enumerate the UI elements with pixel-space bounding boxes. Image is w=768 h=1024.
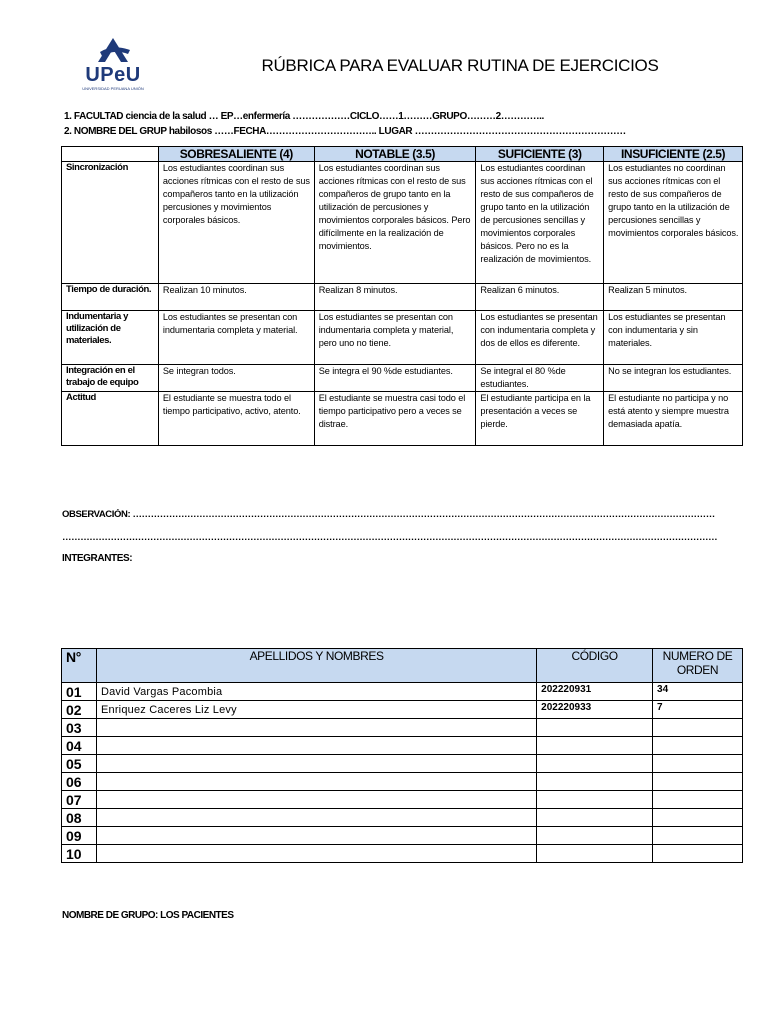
rubric-table [61,146,743,446]
member-name [96,755,536,773]
member-name [96,737,536,755]
observacion-dots: ……………………………………………………………………………………………………………………………………………………………………………………………… [62,532,718,543]
members-row [62,791,743,809]
member-order [653,755,743,773]
rubric-row-integracion [62,365,743,392]
member-number: 09 [62,827,97,845]
criterion-label: Indumentaria y utilización de materiales. [62,311,159,365]
rubric-cell: Se integra el 90 %de estudiantes. [314,365,476,392]
member-order [653,827,743,845]
member-code [537,737,653,755]
rubric-cell: Se integran todos. [158,365,314,392]
group-name-footer: NOMBRE DE GRUPO: LOS PACIENTES [62,910,234,921]
member-number: 06 [62,773,97,791]
rubric-header-suficiente: SUFICIENTE (3) [476,147,604,162]
rubric-row-indumentaria [62,311,743,365]
logo-name: UPeU [85,64,141,86]
rubric-header-sobresaliente: SOBRESALIENTE (4) [158,147,314,162]
rubric-cell: Realizan 8 minutos. [314,284,476,311]
member-code [537,827,653,845]
member-code: 202220931 [537,683,653,701]
page-title: RÚBRICA PARA EVALUAR RUTINA DE EJERCICIOS [261,56,659,75]
member-name [96,791,536,809]
member-number: 07 [62,791,97,809]
rubric-cell: Realizan 5 minutos. [604,284,743,311]
members-header-name: APELLIDOS Y NOMBRES [96,649,536,683]
rubric-cell: Los estudiantes coordinan sus acciones rítmicas con el resto de sus compañeros de grupo tanto en la utilización de percusiones y movimientos corporales básicos. Pero difícilmente en la realización de movimientos. [314,162,476,284]
member-code [537,845,653,863]
rubric-cell: Realizan 6 minutos. [476,284,604,311]
member-name [96,719,536,737]
members-header-row [62,649,743,683]
member-code [537,809,653,827]
member-code [537,755,653,773]
rubric-cell: El estudiante participa en la presentación a veces se pierde. [476,392,604,446]
rubric-row-sincronizacion [62,162,743,284]
members-header-n: N° [62,649,97,683]
member-order [653,737,743,755]
rubric-header-notable: NOTABLE (3.5) [314,147,476,162]
members-row [62,701,743,719]
member-number: 10 [62,845,97,863]
rubric-header-row [62,147,743,162]
members-row [62,809,743,827]
rubric-cell: Los estudiantes se presentan con indumentaria completa y material. [158,311,314,365]
members-row [62,827,743,845]
member-name: Enriquez Caceres Liz Levy [96,701,536,719]
criterion-label: Integración en el trabajo de equipo [62,365,159,392]
rubric-cell: Se integral el 80 %de estudiantes. [476,365,604,392]
member-code [537,719,653,737]
rubric-cell: El estudiante se muestra todo el tiempo participativo, activo, atento. [158,392,314,446]
integrantes-label: INTEGRANTES: [62,553,133,564]
rubric-row-tiempo [62,284,743,311]
rubric-cell: El estudiante se muestra casi todo el tiempo participativo pero a veces se distrae. [314,392,476,446]
member-code: 202220933 [537,701,653,719]
member-name: David Vargas Pacombia [96,683,536,701]
group-name-line: 2. NOMBRE DEL GRUP habilosos ……FECHA…………………………….. LUGAR ………………………………………………………… [64,126,626,137]
member-order: 7 [653,701,743,719]
rubric-cell: Realizan 10 minutos. [158,284,314,311]
member-number: 03 [62,719,97,737]
faculty-line: 1. FACULTAD ciencia de la salud … EP…enfermería ………………CICLO……1………GRUPO………2………….. [64,111,544,122]
rubric-cell: Los estudiantes se presentan con indumentaria completa y dos de ellos es diferente. [476,311,604,365]
logo-subtitle: UNIVERSIDAD PERUANA UNIÓN [82,86,144,91]
member-name [96,845,536,863]
member-name [96,827,536,845]
rubric-cell: Los estudiantes no coordinan sus acciones rítmicas con el resto de sus compañeros de grupo tanto en la utilización de percusiones sencillas y movimientos corporales básicos. [604,162,743,284]
criterion-label: Sincronización [62,162,159,284]
members-row [62,737,743,755]
member-order [653,845,743,863]
member-code [537,791,653,809]
members-row [62,683,743,701]
members-row [62,773,743,791]
rubric-cell: Los estudiantes coordinan sus acciones rítmicas con el resto de sus compañeros tanto en la utilización percusiones y movimientos corporales básicos. [158,162,314,284]
member-order [653,809,743,827]
rubric-cell: Los estudiantes se presentan con indumentaria y sin materiales. [604,311,743,365]
rubric-header-criterion [62,147,159,162]
rubric-cell: No se integran los estudiantes. [604,365,743,392]
criterion-label: Tiempo de duración. [62,284,159,311]
members-row [62,755,743,773]
members-row [62,719,743,737]
member-name [96,809,536,827]
member-order [653,719,743,737]
members-header-order: NUMERO DE ORDEN [653,649,743,683]
members-table [61,648,743,863]
member-number: 05 [62,755,97,773]
rubric-cell: El estudiante no participa y no está atento y siempre muestra demasiada apatía. [604,392,743,446]
rubric-header-insuficiente: INSUFICIENTE (2.5) [604,147,743,162]
observacion-label: OBSERVACIÓN: ………………………………………………………………………………………………………………………………………………………………………… [62,509,715,520]
member-number: 01 [62,683,97,701]
member-order: 34 [653,683,743,701]
member-number: 04 [62,737,97,755]
member-number: 08 [62,809,97,827]
criterion-label: Actitud [62,392,159,446]
member-order [653,773,743,791]
rubric-cell: Los estudiantes coordinan sus acciones rítmicas con el resto de sus compañeros de grupo tanto en la utilización de percusiones sencillas y movimientos corporales básicos. Pero no es la realización de movimientos. [476,162,604,284]
member-order [653,791,743,809]
member-name [96,773,536,791]
rubric-cell: Los estudiantes se presentan con indumentaria completa y material, pero uno no tiene. [314,311,476,365]
rubric-row-actitud [62,392,743,446]
member-number: 02 [62,701,97,719]
member-code [537,773,653,791]
members-row [62,845,743,863]
members-header-code: CÓDIGO [537,649,653,683]
